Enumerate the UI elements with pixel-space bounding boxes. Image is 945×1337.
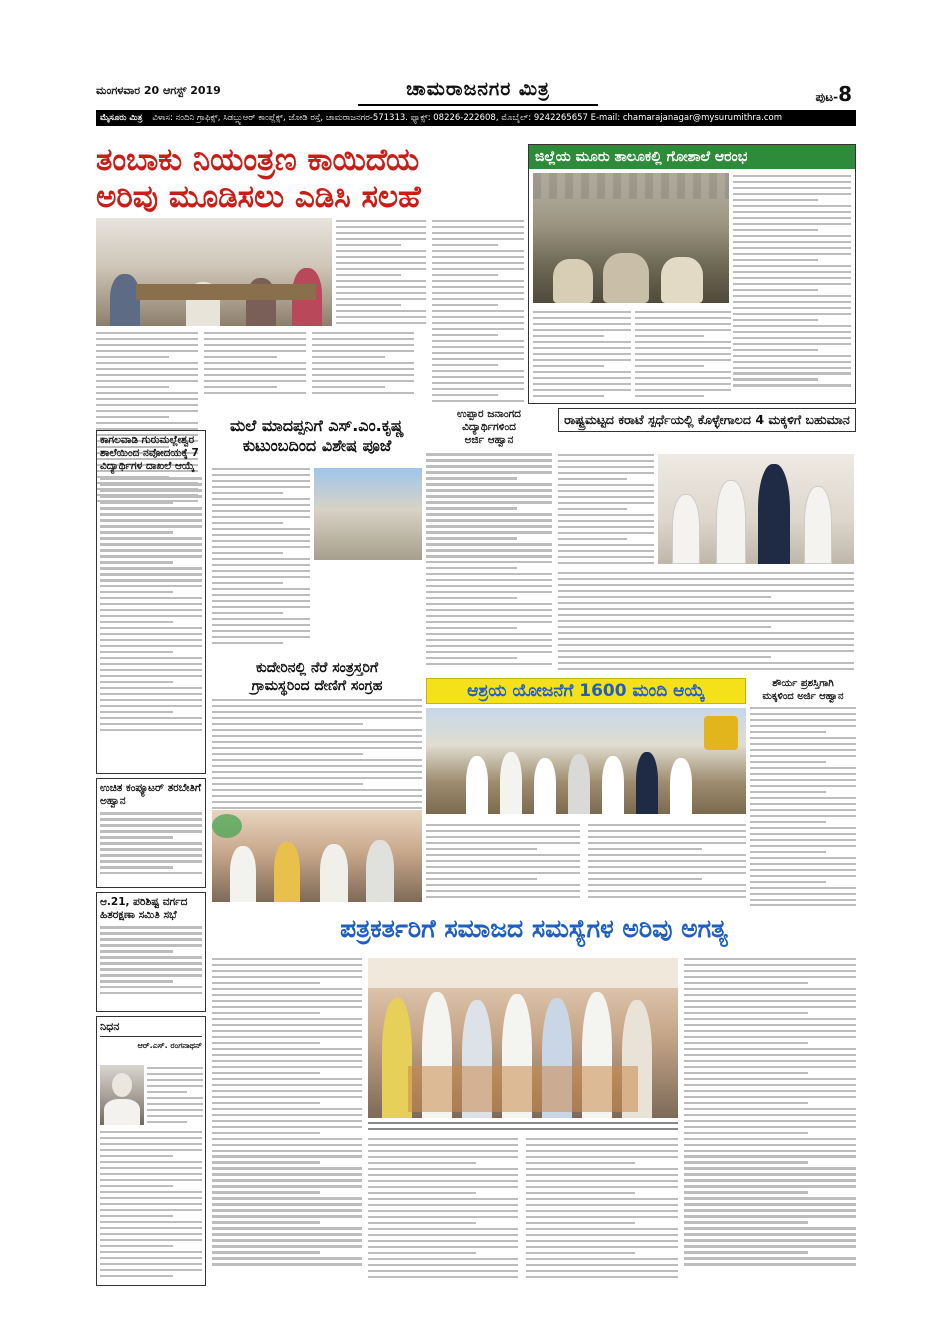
tobacco-headline: [96, 142, 524, 222]
tobacco-title-line2: ಅರಿವು ಮೂಡಿಸಲು ಎಡಿಸಿ ಸಲಹೆ: [96, 179, 421, 216]
obituary-label: ನಿಧನ: [100, 1020, 202, 1037]
journalists-text-col1: [212, 958, 362, 1269]
meeting-title: ಆ.21, ಪರಿಶಿಷ್ಟ ವರ್ಗದ ಹಿತರಕ್ಷಣಾ ಸಮಿತಿ ಸಭೆ: [100, 896, 188, 922]
goshala-photo: [533, 173, 729, 303]
kuderu-article: [212, 660, 422, 906]
uppara-title-line3: ಅರ್ಜಿ ಆಹ್ವಾನ: [464, 434, 514, 447]
karate-text-col2: [558, 572, 854, 674]
contact-bar: [96, 110, 856, 126]
kuderu-photo: [212, 810, 422, 902]
contact-address: ವಿಳಾಸ: ನಂದಿನಿ ಗ್ರಾಫಿಕ್ಸ್, ಸಿಡಬ್ಲ್ಯುಆರ್ ಕಾಂಪ್ಲೆಕ್ಸ್, ಜೋಡಿ ರಸ್ತೆ, ಚಾಮರಾಜನಗರ-571313. ಫ್ಯಾಕ್ಸ್: 08226-222608, ಮೊಬೈಲ್: 9242265657 E-mail: chamarajanagar@mysurumithra.com: [152, 113, 782, 123]
karate-article: [558, 408, 856, 678]
kuderu-title-line1: ಕುದೇರಿನಲ್ಲಿ ನೆರೆ ಸಂತ್ರಸ್ತರಿಗೆ: [256, 660, 378, 676]
meeting-article: [96, 892, 206, 1012]
kuderu-title-line2: ಗ್ರಾಮಸ್ಥರಿಂದ ದೇಣಿಗೆ ಸಂಗ್ರಹ: [251, 677, 383, 694]
photo-caption-lines: [368, 1122, 678, 1134]
tobacco-text-col4: [204, 332, 306, 398]
journalists-photo: [368, 958, 678, 1118]
scholarship-article: [750, 678, 856, 906]
goshala-article: [528, 144, 856, 404]
tobacco-text-col1: [336, 220, 426, 328]
journalists-text-col4: [684, 958, 856, 1269]
gurumalleshwara-text: [100, 477, 202, 731]
mahadeshwara-text-col1: [212, 468, 310, 648]
newspaper-page: [96, 70, 856, 1285]
temple-photo-1b: [314, 468, 422, 560]
computer-article: [96, 778, 206, 888]
computer-title: ಉಚಿತ ಕಂಪ್ಯೂಟರ್ ತರಬೇತಿಗೆ ಅಹ್ವಾನ: [100, 782, 202, 808]
masthead: [96, 78, 856, 106]
scholarship-title-line2: ಮಕ್ಕಳಿಂದ ಅರ್ಜಿ ಆಹ್ವಾನ: [762, 690, 844, 702]
tobacco-text-col5: [312, 332, 414, 398]
karate-title: ರಾಷ್ಟ್ರಮಟ್ಟದ ಕರಾಟೆ ಸ್ಪರ್ಧೆಯಲ್ಲಿ ಕೊಳ್ಳೇಗಾಲದ 4 ಮಕ್ಕಳಿಗೆ ಬಹುಮಾನ: [558, 408, 856, 432]
ashraya-text-col1: [426, 824, 580, 902]
computer-text: [100, 812, 202, 874]
page-number: [815, 82, 852, 106]
scholarship-title-line1: ಶೌರ್ಯ ಪ್ರಶಸ್ತಿಗಾಗಿ: [772, 678, 834, 689]
tobacco-text-col2: [432, 220, 524, 406]
journalists-title: ಪತ್ರಕರ್ತರಿಗೆ ಸಮಾಜದ ಸಮಸ್ಯೆಗಳ ಅರಿವು ಅಗತ್ಯ: [340, 914, 728, 943]
goshala-text-col2: [533, 311, 631, 401]
karate-text-col1: [558, 454, 654, 568]
journalists-text-col2: [368, 1138, 518, 1282]
kuderu-text: [212, 699, 422, 815]
page-number-value: 8: [838, 82, 852, 106]
goshala-text-col1: [733, 175, 851, 390]
obituary-article: [96, 1016, 206, 1286]
uppara-article: [426, 408, 552, 676]
gurumalleshwara-title: ಕಾಗಲವಾಡಿ ಗುರುಮಲ್ಲೇಶ್ವರ ಶಾಲೆಯಿಂದ ನವೋದಯಕ್ಕೆ 7 ವಿದ್ಯಾರ್ಥಿಗಳ ದಾಖಲೆ ಆಯ್ಕೆ: [100, 434, 199, 473]
gurumalleshwara-article: [96, 430, 206, 774]
mahadeshwara-title-line1: ಮಲೆ ಮಾದಪ್ಪನಿಗೆ ಎಸ್.ಎಂ.ಕೃಷ್ಣ: [230, 416, 404, 435]
issue-date: ಮಂಗಳವಾರ 20 ಆಗಸ್ಟ್ 2019: [96, 84, 221, 97]
goshala-text-col3: [635, 311, 731, 401]
obituary-portrait: [100, 1065, 144, 1125]
ashraya-article: [426, 678, 746, 904]
uppara-title-line2: ವಿದ್ಯಾರ್ಥಿಗಳಿಂದ: [462, 421, 516, 434]
journalists-headline: [212, 908, 856, 952]
page-label: ಪುಟ-: [815, 90, 839, 104]
obituary-name: ಆರ್.ಎಸ್. ರಂಗನಾಥನ್: [137, 1040, 202, 1050]
tobacco-title-line1: ತಂಬಾಕು ನಿಯಂತ್ರಣ ಕಾಯಿದೆಯ: [96, 142, 420, 178]
tobacco-photo: [96, 218, 332, 326]
obituary-text-right: [147, 1067, 203, 1127]
uppara-text: [426, 453, 552, 665]
brand-name: ಮೈಸೂರು ಮಿತ್ರ: [100, 113, 143, 123]
obituary-text: [100, 1131, 202, 1281]
journalists-text-col3: [526, 1138, 678, 1282]
mahadeshwara-title-line2: ಕುಟುಂಬದಿಂದ ವಿಶೇಷ ಪೂಜೆ: [242, 436, 392, 455]
paper-name: ಚಾಮರಾಜನಗರ ಮಿತ್ರ: [358, 78, 598, 106]
ashraya-photo: [426, 708, 746, 814]
uppara-title-line1: ಉಪ್ಪಾರ ಜನಾಂಗದ: [457, 408, 521, 420]
meeting-text: [100, 926, 202, 994]
karate-photo: [658, 454, 854, 564]
ashraya-title: ಆಶ್ರಯ ಯೋಜನೆಗೆ 1600 ಮಂದಿ ಆಯ್ಕೆ: [426, 678, 746, 704]
goshala-title: ಜಿಲ್ಲೆಯ ಮೂರು ತಾಲೂಕಲ್ಲಿ ಗೋಶಾಲೆ ಆರಂಭ: [529, 145, 855, 169]
ashraya-text-col2: [588, 824, 746, 902]
scholarship-text: [750, 707, 856, 906]
